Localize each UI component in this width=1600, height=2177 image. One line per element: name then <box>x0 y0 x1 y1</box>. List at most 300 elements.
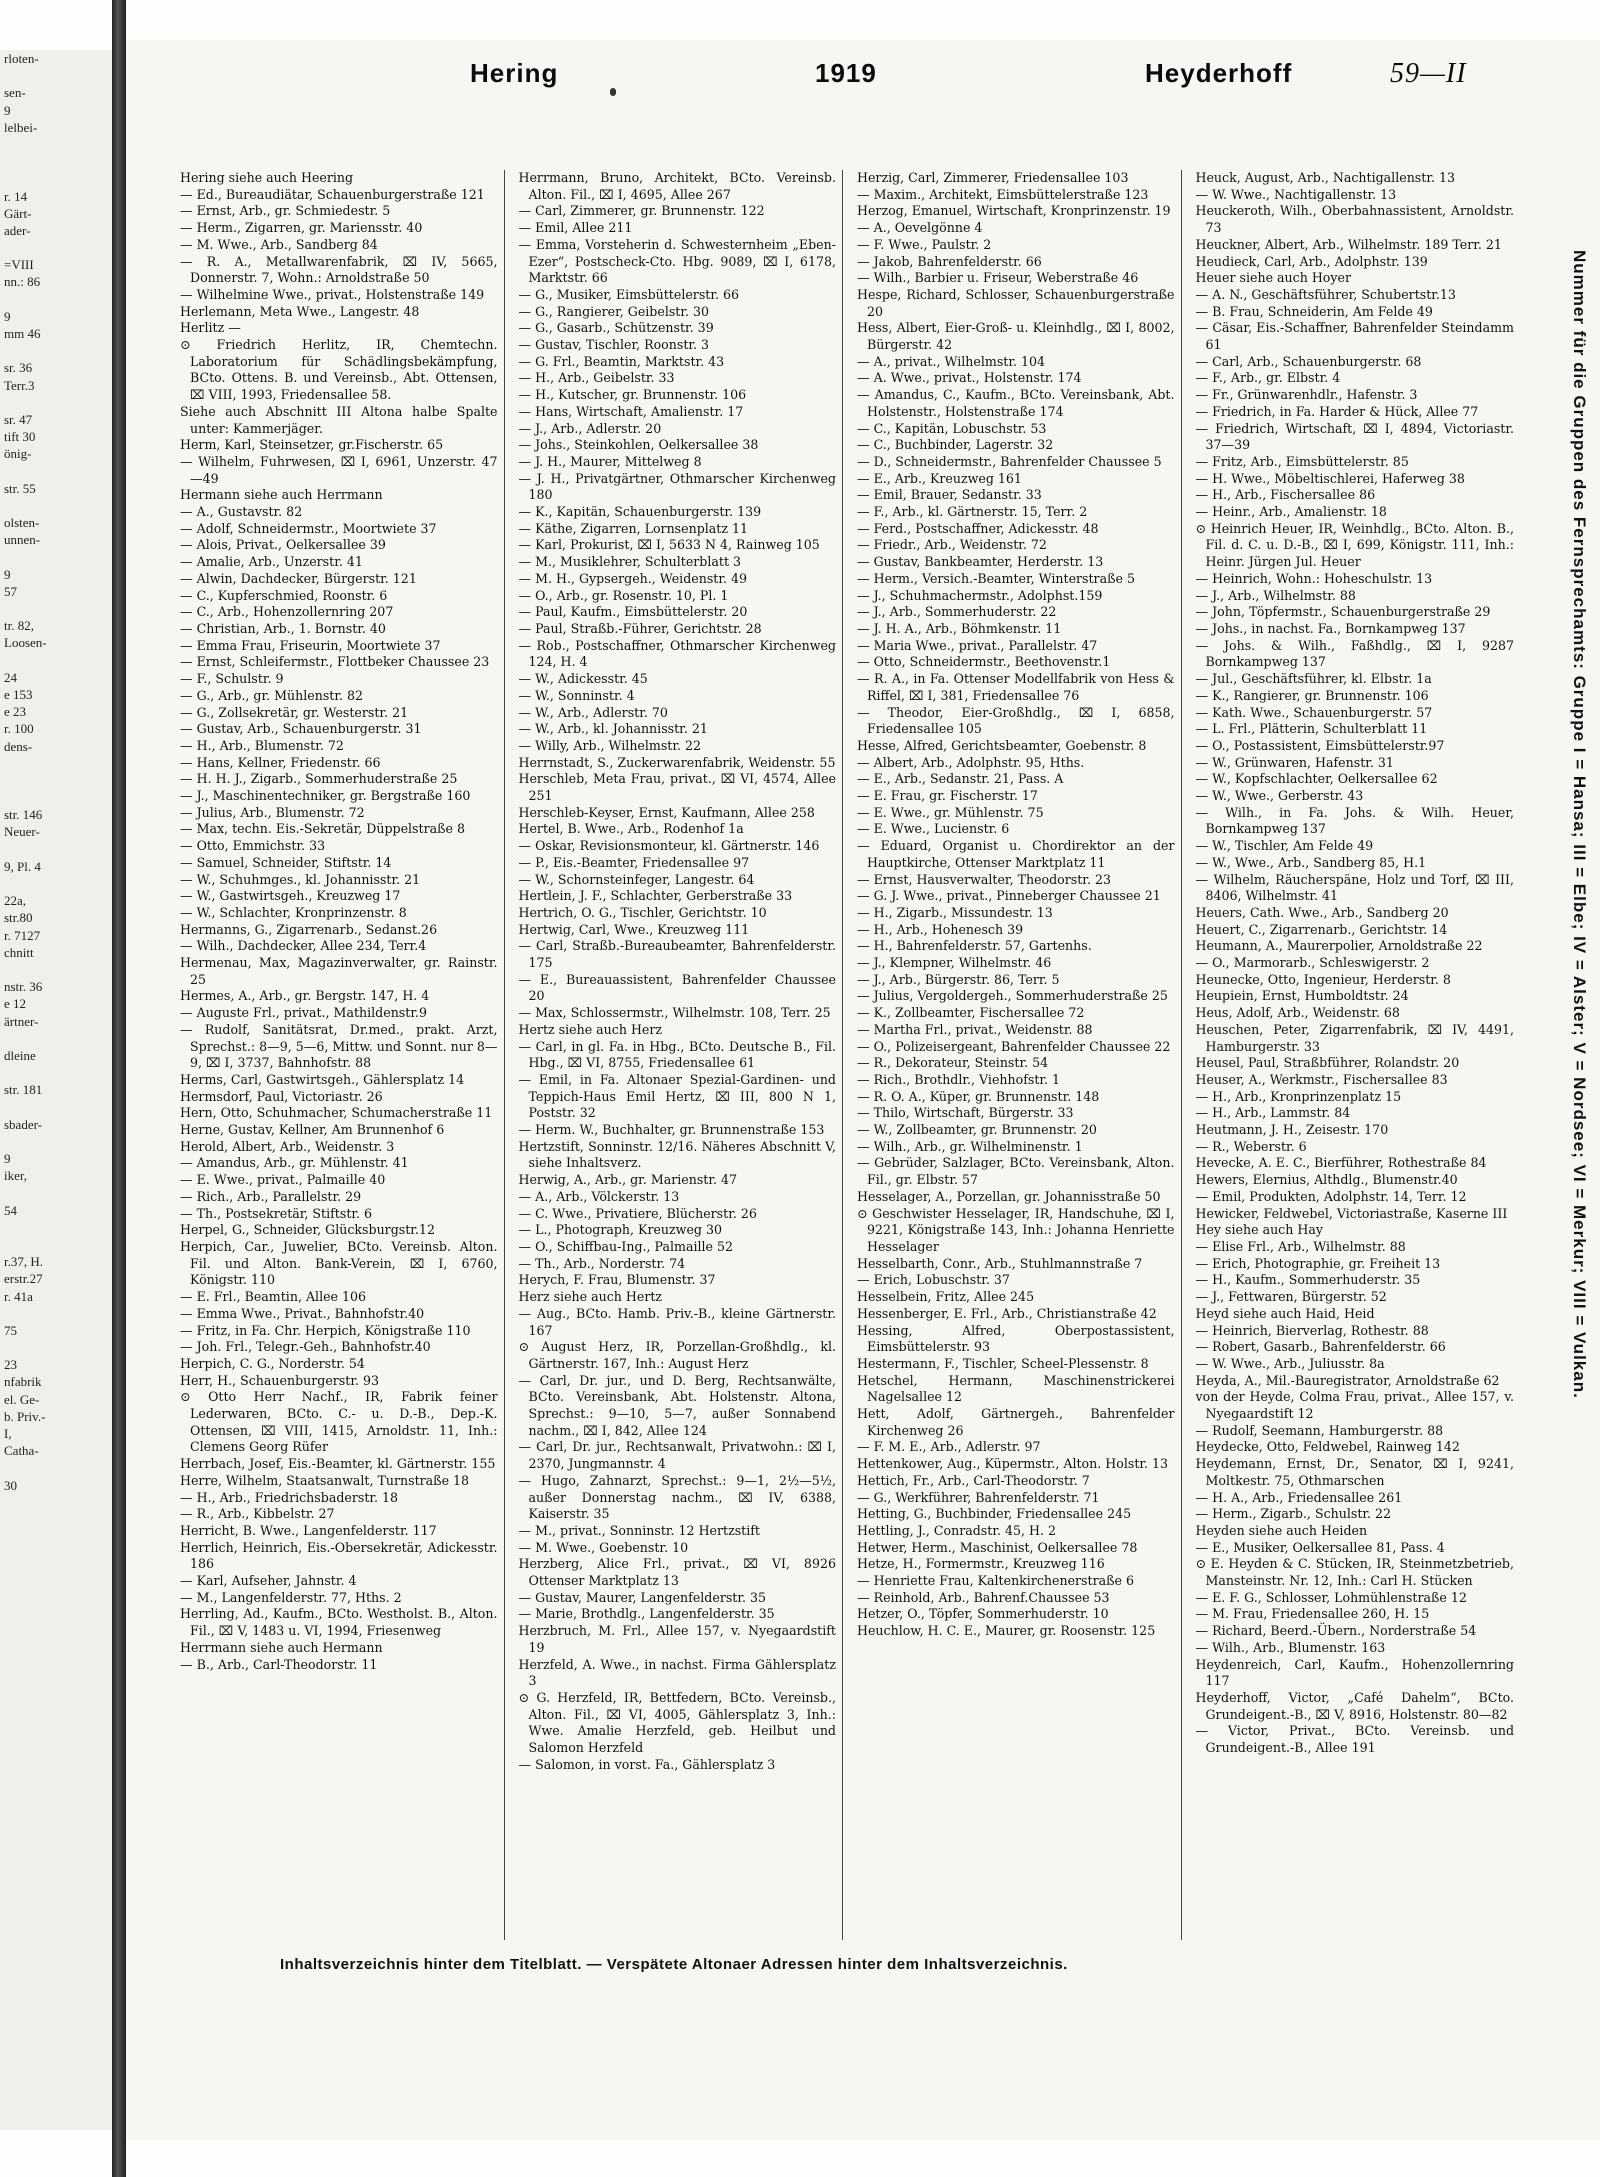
left-page-fragment <box>0 1030 112 1047</box>
left-page-fragment <box>0 463 112 480</box>
directory-entry: — Julius, Arb., Blumenstr. 72 <box>180 804 365 820</box>
directory-entry: — W., Wwe., Gerberstr. 43 <box>1195 788 1364 804</box>
directory-entry: — F., Arb., kl. Gärtnerstr. 15, Terr. 2 <box>857 504 1088 520</box>
directory-entry: Hesselbarth, Conr., Arb., Stuhlmannstraße 7 <box>857 1255 1143 1271</box>
directory-entry: Hetschel, Hermann, Maschinenstrickerei Nagelsallee 12 <box>857 1372 1175 1405</box>
directory-entry: — Albert, Arb., Adolphstr. 95, Hths. <box>857 754 1085 770</box>
left-page-fragment <box>0 772 112 789</box>
directory-entry: — W., Tischler, Am Felde 49 <box>1195 838 1374 854</box>
directory-entry: — A. N., Geschäftsführer, Schubertstr.13 <box>1195 286 1456 302</box>
directory-entry: — F. M. E., Arb., Adlerstr. 97 <box>857 1439 1041 1455</box>
directory-entry: Hermes, A., Arb., gr. Bergstr. 147, H. 4 <box>180 988 430 1004</box>
directory-entry: Herzberg, Alice Frl., privat., ⌧ VI, 8926 Ottenser Marktplatz 13 <box>518 1556 836 1589</box>
directory-entry: — E. Wwe., privat., Palmaille 40 <box>180 1172 386 1188</box>
left-page-fragment: str. 146 <box>4 807 43 823</box>
directory-entry: — Friedrich, Wirtschaft, ⌧ I, 4894, Victoriastr. 37—39 <box>1195 420 1514 453</box>
left-page-fragment: 9 <box>4 566 11 582</box>
directory-entry: ⊙ August Herz, IR, Porzellan-Großhdlg., kl. Gärtnerstr. 167, Inh.: August Herz <box>518 1339 836 1371</box>
left-page-fragment: unnen- <box>4 532 41 548</box>
left-page-fragment: el. Ge- <box>4 1391 40 1407</box>
directory-entry: — Karl, Aufseher, Jahnstr. 4 <box>180 1573 357 1589</box>
directory-entry: — J. H. A., Arb., Böhmkenstr. 11 <box>857 620 1062 636</box>
directory-entry: Herzig, Carl, Zimmerer, Friedensallee 103 <box>857 170 1129 185</box>
directory-entry: — Hugo, Zahnarzt, Sprechst.: 9—1, 2½—5½, außer Donnerstag nachm., ⌧ IV, 6388, Kaiserstr. 35 <box>518 1472 836 1522</box>
header-year: 1919 <box>815 58 877 88</box>
directory-entry: — Johs. & Wilh., Faßhdlg., ⌧ I, 9287 Bornkampweg 137 <box>1195 637 1514 670</box>
directory-entry: Herschleb, Meta Frau, privat., ⌧ VI, 4574, Allee 251 <box>518 771 836 804</box>
directory-entry: Heydecke, Otto, Feldwebel, Rainweg 142 <box>1195 1439 1460 1455</box>
directory-entry: — Fr., Grünwarenhdlr., Hafenstr. 3 <box>1195 387 1418 403</box>
left-page-fragment: tr. 82, <box>4 618 34 634</box>
directory-entry: — Wilhelm, Räucherspäne, Holz und Torf, ⌧ III, 8406, Wilhelmstr. 41 <box>1195 871 1514 904</box>
directory-entry: Heutmann, J. H., Zeisestr. 170 <box>1195 1122 1389 1138</box>
directory-entry: — B. Frau, Schneiderin, Am Felde 49 <box>1195 303 1433 319</box>
directory-entry: Siehe auch Abschnitt III Altona halbe Spalte unter: Kammerjäger. <box>180 403 498 436</box>
directory-entry: — O., Arb., gr. Rosenstr. 10, Pl. 1 <box>518 587 729 603</box>
left-page-fragment: iker, <box>4 1168 27 1184</box>
directory-entry: — B., Arb., Carl-Theodorstr. 11 <box>180 1656 378 1672</box>
directory-entry: — E. Frl., Beamtin, Allee 106 <box>180 1289 367 1305</box>
directory-entry: Hermann siehe auch Herrmann <box>180 487 383 503</box>
directory-entry: — John, Töpfermstr., Schauenburgerstraße 29 <box>1195 604 1491 620</box>
directory-entry: — Max, techn. Eis.-Sekretär, Düppelstraße 8 <box>180 821 465 837</box>
directory-entry: — Gebrüder, Salzlager, BCto. Vereinsbank, Alton. Fil., gr. Elbstr. 57 <box>857 1155 1175 1188</box>
left-page-fragment: lelbei- <box>4 119 38 135</box>
directory-entry: — R., Weberstr. 6 <box>1195 1138 1307 1154</box>
directory-entry: — W., Arb., kl. Johannisstr. 21 <box>518 721 708 737</box>
directory-entry: Herrling, Ad., Kaufm., BCto. Westholst. B., Alton. Fil., ⌧ V, 1483 u. VI, 1994, Friesenweg <box>180 1606 498 1639</box>
left-page-fragment <box>0 841 112 858</box>
directory-entry: — A., Gustavstr. 82 <box>180 504 303 520</box>
directory-entry: — Erich, Photographie, gr. Freiheit 13 <box>1195 1255 1441 1271</box>
directory-entry: Hettenkower, Aug., Küpermstr., Alton. Holstr. 13 <box>857 1456 1169 1472</box>
directory-entry: Herrlich, Heinrich, Eis.-Obersekretär, Adickesstr. 186 <box>180 1539 498 1572</box>
directory-entry: — Johs., in nachst. Fa., Bornkampweg 137 <box>1195 620 1466 636</box>
left-page-fragment: r.37, H. <box>4 1254 43 1270</box>
directory-entry: — J., Arb., Bürgerstr. 86, Terr. 5 <box>857 971 1060 987</box>
header-left-keyword: Hering <box>470 58 559 88</box>
directory-entry: — J., Klempner, Wilhelmstr. 46 <box>857 955 1052 971</box>
directory-entry: Heuschen, Peter, Zigarrenfabrik, ⌧ IV, 4491, Hamburgerstr. 33 <box>1195 1021 1514 1054</box>
left-page-fragment <box>0 961 112 978</box>
left-page-fragment <box>0 239 112 256</box>
directory-entry: — Julius, Vergoldergeh., Sommerhuderstraße 25 <box>857 988 1168 1004</box>
left-page-fragment <box>0 153 112 170</box>
directory-entry: Heydemann, Ernst, Dr., Senator, ⌧ I, 9241, Moltkestr. 75, Othmarschen <box>1195 1456 1514 1488</box>
directory-entry: — Oskar, Revisionsmonteur, kl. Gärtnerstr. 146 <box>518 838 820 854</box>
left-page-fragment: Terr.3 <box>4 377 35 393</box>
directory-entry: — Erich, Lobuschstr. 37 <box>857 1272 1010 1288</box>
directory-entry: Heuers, Cath. Wwe., Arb., Sandberg 20 <box>1195 904 1449 920</box>
left-page-fragment: 57 <box>4 583 17 599</box>
directory-entry: Hettich, Fr., Arb., Carl-Theodorstr. 7 <box>857 1472 1090 1488</box>
left-page-fragment <box>0 67 112 84</box>
directory-entry: Hessing, Alfred, Oberpostassistent, Eimsbüttelerstr. 93 <box>857 1322 1175 1355</box>
directory-entry: — H., Arb., Fischersallee 86 <box>1195 487 1376 503</box>
directory-entry: — H., Arb., Geibelstr. 33 <box>518 370 675 386</box>
directory-entry: — Auguste Frl., privat., Mathildenstr.9 <box>180 1005 427 1021</box>
directory-entry: — Rich., Arb., Parallelstr. 29 <box>180 1188 362 1204</box>
directory-entry: — M. H., Gypsergeh., Weidenstr. 49 <box>518 570 748 586</box>
directory-entry: — F. Wwe., Paulstr. 2 <box>857 236 992 252</box>
directory-entry: — Elise Frl., Arb., Wilhelmstr. 88 <box>1195 1239 1406 1254</box>
column-4 <box>1196 170 1521 1940</box>
directory-entry: — C., Buchbinder, Lagerstr. 32 <box>857 437 1054 453</box>
directory-entry: — Robert, Gasarb., Bahrenfelderstr. 66 <box>1195 1339 1446 1355</box>
directory-entry: ⊙ Geschwister Hesselager, IR, Handschuhe, ⌧ I, 9221, Königstraße 143, Inh.: Johanna Henriette Hesselager <box>857 1205 1175 1254</box>
directory-entry: — Th., Arb., Norderstr. 74 <box>518 1255 686 1271</box>
directory-entry: — H., Arb., Kronprinzenplatz 15 <box>1195 1088 1402 1104</box>
directory-entry: — Eduard, Organist u. Chordirektor an der Hauptkirche, Ottenser Marktplatz 11 <box>857 838 1175 870</box>
directory-entry: ⊙ Otto Herr Nachf., IR, Fabrik feiner Lederwaren, BCto. C.- u. D.-B., Dep.-K. Ottensen, ⌧ VIII, 1415, Arnoldstr. 11, Inh.: Clemens Georg Rüfer <box>180 1389 498 1455</box>
directory-entry: — Emma Frau, Friseurin, Moortwiete 37 <box>180 637 441 653</box>
directory-entry: Hetting, G., Buchbinder, Friedensallee 245 <box>857 1506 1132 1522</box>
directory-entry: — G., Gasarb., Schützenstr. 39 <box>518 320 714 336</box>
directory-entry: — Emil, in Fa. Altonaer Spezial-Gardinen- und Teppich-Haus Emil Hertz, ⌧ III, 800 N 1, Poststr. 32 <box>518 1071 836 1121</box>
left-page-fragment: sr. 47 <box>4 411 33 427</box>
directory-entry: — Wilh., Barbier u. Friseur, Weberstraße 46 <box>857 270 1139 286</box>
directory-entry: — R. A., Metallwarenfabrik, ⌧ IV, 5665, Donnerstr. 7, Wohn.: Arnoldstraße 50 <box>180 253 498 286</box>
directory-entry: — K., Zollbeamter, Fischersallee 72 <box>857 1005 1085 1021</box>
left-page-fragment <box>0 136 112 153</box>
directory-entry: — Wilh., in Fa. Johs. & Wilh. Heuer, Bornkampweg 137 <box>1195 804 1514 837</box>
left-page-fragment <box>0 1133 112 1150</box>
directory-entry: — W., Sonninstr. 4 <box>518 687 635 703</box>
directory-entry: — H. A., Arb., Friedensallee 261 <box>1195 1489 1403 1505</box>
directory-entry: — Marie, Brothdlg., Langenfelderstr. 35 <box>518 1606 775 1622</box>
directory-entry: — E., Arb., Sedanstr. 21, Pass. A <box>857 771 1064 787</box>
directory-entry: — Willy, Arb., Wilhelmstr. 22 <box>518 737 702 753</box>
directory-entry: — Maria Wwe., privat., Parallelstr. 47 <box>857 637 1098 653</box>
directory-entry: — Emil, Allee 211 <box>518 220 633 236</box>
directory-entry: — A. Wwe., privat., Holstenstr. 174 <box>857 370 1082 386</box>
directory-entry: Hessenberger, E. Frl., Arb., Christianstraße 42 <box>857 1305 1157 1321</box>
directory-entry: Herz siehe auch Hertz <box>518 1289 663 1305</box>
directory-entry: — R., Dekorateur, Steinstr. 54 <box>857 1055 1049 1071</box>
directory-entry: — Hans, Wirtschaft, Amalienstr. 17 <box>518 403 744 419</box>
directory-entry: — E. Wwe., gr. Mühlenstr. 75 <box>857 804 1044 820</box>
column-1 <box>180 170 505 1940</box>
left-page-fragment <box>0 170 112 187</box>
directory-entry: — L. Frl., Plätterin, Schulterblatt 11 <box>1195 721 1428 737</box>
directory-entry: — M. Frau, Friedensallee 260, H. 15 <box>1195 1606 1430 1622</box>
directory-entry: Hertwig, Carl, Wwe., Kreuzweg 111 <box>518 921 750 937</box>
directory-entry: — Paul, Straßb.-Führer, Gerichtstr. 28 <box>518 620 762 636</box>
directory-entry: ⊙ Heinrich Heuer, IR, Weinhdlg., BCto. Alton. B., Fil. d. C. u. D.-B., ⌧ I, 699, Königstr. 111, Inh.: Heinr. Jürgen Jul. Heuer <box>1195 520 1514 570</box>
left-page-fragment: Loosen- <box>4 635 47 651</box>
directory-entry: — Jakob, Bahrenfelderstr. 66 <box>857 253 1042 269</box>
directory-entry: — Gustav, Maurer, Langenfelderstr. 35 <box>518 1589 767 1605</box>
directory-entry: — Hans, Kellner, Friedenstr. 66 <box>180 754 381 770</box>
directory-entry: Herych, F. Frau, Blumenstr. 37 <box>518 1272 716 1288</box>
directory-entry: — Salomon, in vorst. Fa., Gählersplatz 3 <box>518 1756 776 1772</box>
directory-entry: — Amalie, Arb., Unzerstr. 41 <box>180 554 363 570</box>
directory-entry: — Carl, Dr. jur., und D. Berg, Rechtsanwälte, BCto. Vereinsbank, Abt. Holstenstr. Altona, Sprechst.: 9—10, 5—7, außer Sonnabend nachm., ⌧ I, 842, Allee 124 <box>518 1372 836 1438</box>
left-page-fragment <box>0 1064 112 1081</box>
left-page-fragment <box>0 1098 112 1115</box>
directory-entry: Hertel, B. Wwe., Arb., Rodenhof 1a <box>518 821 744 837</box>
directory-entry: Hestermann, F., Tischler, Scheel-Plessenstr. 8 <box>857 1355 1149 1371</box>
directory-entry: — Amandus, C., Kaufm., BCto. Vereinsbank, Abt. Holstenstr., Holstenstraße 174 <box>857 387 1175 419</box>
directory-entry: Herschleb-Keyser, Ernst, Kaufmann, Allee 258 <box>518 804 815 820</box>
directory-entry: — G., Musiker, Eimsbüttelerstr. 66 <box>518 286 740 302</box>
directory-entry: — A., Oevelgönne 4 <box>857 220 983 236</box>
left-page-fragment: 54 <box>4 1202 17 1218</box>
directory-entry: — Otto, Emmichstr. 33 <box>180 838 326 854</box>
directory-entry: Hewicker, Feldwebel, Victoriastraße, Kaserne III <box>1195 1205 1508 1221</box>
directory-entry: — A., privat., Wilhelmstr. 104 <box>857 353 1046 369</box>
page-number: 59—II <box>1390 58 1467 89</box>
directory-entry: — Th., Postsekretär, Stiftstr. 6 <box>180 1205 373 1221</box>
directory-entry: Hevecke, A. E. C., Bierführer, Rothestraße 84 <box>1195 1155 1487 1171</box>
directory-entry: — Wilh., Dachdecker, Allee 234, Terr.4 <box>180 938 427 954</box>
left-page-fragment <box>0 875 112 892</box>
directory-entry: — Herm., Zigarb., Schulstr. 22 <box>1195 1506 1392 1522</box>
column-3 <box>857 170 1182 1940</box>
page-content <box>150 0 1589 2177</box>
directory-entry: — W., Zollbeamter, gr. Brunnenstr. 20 <box>857 1122 1097 1138</box>
directory-entry: — J., Schuhmachermstr., Adolphst.159 <box>857 587 1103 603</box>
left-page-fragment: dens- <box>4 738 33 754</box>
directory-entry: — Wilh., Arb., Blumenstr. 163 <box>1195 1639 1386 1655</box>
directory-entry: Herrmann, Bruno, Architekt, BCto. Vereinsb. Alton. Fil., ⌧ I, 4695, Allee 267 <box>518 170 836 202</box>
directory-entry: — C., Kupferschmied, Roonstr. 6 <box>180 587 388 603</box>
directory-entry: Heuser, A., Werkmstr., Fischersallee 83 <box>1195 1071 1448 1087</box>
left-page-fragment: r. 7127 <box>4 927 41 943</box>
telephone-groups-legend: Nummer für die Gruppen des Fernsprechamts: Gruppe I = Hansa; III = Elbe; IV = Alster; V = Nordsee; VI = Merkur; VIII = Vulkan. <box>1570 250 1589 1399</box>
directory-entry: — H., Kutscher, gr. Brunnenstr. 106 <box>518 387 747 403</box>
directory-entry: — Friedrich, in Fa. Harder & Hück, Allee 77 <box>1195 403 1479 419</box>
left-page-fragment: r. 41a <box>4 1288 33 1304</box>
directory-entry: Herrmann siehe auch Hermann <box>180 1639 383 1655</box>
directory-entry: — F., Schulstr. 9 <box>180 671 284 687</box>
directory-entry: — Herm., Zigarren, gr. Mariensstr. 40 <box>180 220 423 236</box>
directory-entry: — Reinhold, Arb., Bahrenf.Chaussee 53 <box>857 1589 1110 1605</box>
column-2 <box>519 170 844 1940</box>
directory-entry: — J. H., Maurer, Mittelweg 8 <box>518 453 702 469</box>
directory-entry: Hertlein, J. F., Schlachter, Gerberstraße 33 <box>518 888 793 904</box>
left-page-fragment <box>0 394 112 411</box>
directory-entry: — W. Wwe., Nachtigallenstr. 13 <box>1195 186 1397 202</box>
directory-entry: — Adolf, Schneidermstr., Moortwiete 37 <box>180 520 437 536</box>
directory-entry: — Carl, Zimmerer, gr. Brunnenstr. 122 <box>518 203 765 219</box>
directory-entry: — Emil, Brauer, Sedanstr. 33 <box>857 487 1042 503</box>
directory-entry: ⊙ Friedrich Herlitz, IR, Chemtechn. Laboratorium für Schädlingsbekämpfung, BCto. Ottens. B. und Vereinsb., Abt. Ottensen, ⌧ VIII, 1993, Friedensallee 58. <box>180 337 498 403</box>
directory-entry: — Victor, Privat., BCto. Vereinsb. und Grundeigent.-B., Allee 191 <box>1195 1723 1514 1756</box>
left-page-fragment: 9, Pl. 4 <box>4 858 41 874</box>
directory-entry: — Richard, Beerd.-Übern., Norderstraße 54 <box>1195 1623 1477 1639</box>
directory-entry: Hespe, Richard, Schlosser, Schauenburgerstraße 20 <box>857 286 1175 319</box>
directory-entry: — W., Schlachter, Kronprinzenstr. 8 <box>180 904 407 920</box>
directory-entry: — G., Arb., gr. Mühlenstr. 82 <box>180 687 364 703</box>
left-page-fragment: I, <box>4 1426 12 1441</box>
directory-entry: — M., privat., Sonninstr. 12 Hertzstift <box>518 1522 760 1538</box>
directory-entry: — Jul., Geschäftsführer, kl. Elbstr. 1a <box>1195 671 1432 687</box>
directory-entry: — G. Frl., Beamtin, Marktstr. 43 <box>518 353 725 369</box>
directory-entry: — W., Kopfschlachter, Oelkersallee 62 <box>1195 771 1438 787</box>
directory-entry: Hewers, Elernius, Althdlg., Blumenstr.40 <box>1195 1172 1458 1188</box>
left-page-fragment <box>0 497 112 514</box>
directory-entry: — R., Arb., Kibbelstr. 27 <box>180 1506 335 1522</box>
directory-entry: von der Heyde, Colma Frau, privat., Allee 157, v. Nyegaardstift 12 <box>1195 1389 1514 1422</box>
directory-entry: — Joh. Frl., Telegr.-Geh., Bahnhofstr.40 <box>180 1339 431 1355</box>
directory-entry: — E. F. G., Schlosser, Lohmühlenstraße 12 <box>1195 1589 1467 1605</box>
directory-entry: Heusel, Paul, Straßbführer, Rolandstr. 20 <box>1195 1055 1460 1071</box>
directory-entry: — Alois, Privat., Oelkersallee 39 <box>180 537 386 553</box>
left-page-fragment: Gärt- <box>4 205 32 221</box>
directory-entry: Hesselager, A., Porzellan, gr. Johannisstraße 50 <box>857 1188 1161 1204</box>
directory-entry: Hertz siehe auch Herz <box>518 1021 663 1037</box>
directory-entry: Herlitz — <box>180 320 241 336</box>
directory-entry: Hetzer, O., Töpfer, Sommerhuderstr. 10 <box>857 1606 1109 1622</box>
directory-entry: Heupiein, Ernst, Humboldtstr. 24 <box>1195 988 1409 1004</box>
left-page-fragment <box>0 548 112 565</box>
directory-entry: — Emil, Produkten, Adolphstr. 14, Terr. 12 <box>1195 1188 1467 1204</box>
directory-entry: — H. H. J., Zigarb., Sommerhuderstraße 25 <box>180 771 458 787</box>
left-page-fragment <box>0 789 112 806</box>
directory-entry: Herricht, B. Wwe., Langenfelderstr. 117 <box>180 1522 437 1538</box>
directory-entry: Heyden siehe auch Heiden <box>1195 1522 1368 1538</box>
directory-entry: Hering siehe auch Heering <box>180 170 354 185</box>
directory-entry: — G., Zollsekretär, gr. Westerstr. 21 <box>180 704 409 720</box>
directory-entry: — Aug., BCto. Hamb. Priv.-B., kleine Gärtnerstr. 167 <box>518 1305 836 1338</box>
directory-entry: Hett, Adolf, Gärtnergeh., Bahrenfelder Kirchenweg 26 <box>857 1406 1175 1438</box>
directory-entry: — Paul, Kaufm., Eimsbüttelerstr. 20 <box>518 604 748 620</box>
directory-entry: Herrbach, Josef, Eis.-Beamter, kl. Gärtnerstr. 155 <box>180 1456 496 1472</box>
directory-entry: — M. Wwe., Goebenstr. 10 <box>518 1539 689 1555</box>
directory-entry: Heuer siehe auch Hoyer <box>1195 270 1351 286</box>
directory-entry: Hess, Albert, Eier-Groß- u. Kleinhdlg., ⌧ I, 8002, Bürgerstr. 42 <box>857 320 1175 353</box>
directory-entry: Heuck, August, Arb., Nachtigallenstr. 13 <box>1195 170 1455 185</box>
directory-entry: — Wilhelmine Wwe., privat., Holstenstraße 149 <box>180 286 485 302</box>
left-page-fragment <box>0 342 112 359</box>
directory-entry: — Henriette Frau, Kaltenkirchenerstraße 6 <box>857 1573 1134 1589</box>
directory-entry: — H., Arb., Blumenstr. 72 <box>180 737 344 753</box>
left-page-fragment: 9 <box>4 102 11 118</box>
directory-entry: — E., Arb., Kreuzweg 161 <box>857 470 1022 486</box>
directory-entry: — Max, Schlossermstr., Wilhelmstr. 108, Terr. 25 <box>518 1005 831 1021</box>
directory-entry: — Theodor, Eier-Großhdlg., ⌧ I, 6858, Friedensallee 105 <box>857 704 1175 737</box>
directory-entry: — R. O. A., Küper, gr. Brunnenstr. 148 <box>857 1088 1100 1104</box>
left-page-fragment: e 153 <box>4 686 33 702</box>
directory-entry: Heudieck, Carl, Arb., Adolphstr. 139 <box>1195 253 1428 269</box>
directory-entry: — O., Schiffbau-Ing., Palmaille 52 <box>518 1239 734 1254</box>
directory-entry: — Ernst, Arb., gr. Schmiedestr. 5 <box>180 203 391 219</box>
directory-entry: — E. Wwe., Lucienstr. 6 <box>857 821 1010 837</box>
left-page-fragment: b. Priv.- <box>4 1408 46 1424</box>
directory-entry: — Herm. W., Buchhalter, gr. Brunnenstraße 153 <box>518 1122 825 1138</box>
left-page-fragment: 9 <box>4 308 11 324</box>
left-page-fragment: dleine <box>4 1047 36 1063</box>
left-page-fragment: 24 <box>4 669 17 685</box>
directory-entry: Hermsdorf, Paul, Victoriastr. 26 <box>180 1088 383 1104</box>
directory-entry: — W., Schornsteinfeger, Langestr. 64 <box>518 871 755 887</box>
directory-entry: — O., Marmorarb., Schleswigerstr. 2 <box>1195 955 1430 971</box>
directory-entry: — Carl, in gl. Fa. in Hbg., BCto. Deutsche B., Fil. Hbg., ⌧ VI, 8755, Friedensallee 61 <box>518 1038 836 1071</box>
left-page-fragment <box>0 1219 112 1236</box>
directory-entry: Heuert, C., Zigarrenarb., Gerichtstr. 14 <box>1195 921 1448 937</box>
directory-entry: — H., Arb., Lammstr. 84 <box>1195 1105 1351 1121</box>
left-page-fragment: nstr. 36 <box>4 979 43 995</box>
directory-entry: — J. H., Privatgärtner, Othmarscher Kirchenweg 180 <box>518 470 836 503</box>
left-page-fragment: str. 181 <box>4 1082 43 1098</box>
left-page-fragment: ader- <box>4 222 31 238</box>
directory-entry: — J., Fettwaren, Bürgerstr. 52 <box>1195 1289 1387 1305</box>
left-page-fragment: Catha- <box>4 1443 39 1459</box>
directory-entry: — Emma, Vorsteherin d. Schwesternheim „Eben-Ezer“, Postscheck-Cto. Hbg. 9089, ⌧ I, 6178, Marktstr. 66 <box>518 236 836 286</box>
directory-entry: — Otto, Schneidermstr., Beethovenstr.1 <box>857 654 1111 670</box>
left-page-fragment: ärtner- <box>4 1013 39 1029</box>
directory-entry: — K., Kapitän, Schauenburgerstr. 139 <box>518 504 762 520</box>
directory-entry: — E., Bureauassistent, Bahrenfelder Chaussee 20 <box>518 971 836 1004</box>
directory-entry: — O., Polizeisergeant, Bahrenfelder Chaussee 22 <box>857 1038 1171 1054</box>
directory-entry: — Martha Frl., privat., Weidenstr. 88 <box>857 1021 1093 1037</box>
directory-entry: — Emma Wwe., Privat., Bahnhofstr.40 <box>180 1305 425 1321</box>
left-page-fragment <box>0 600 112 617</box>
directory-entry: Herwig, A., Arb., gr. Marienstr. 47 <box>518 1172 738 1188</box>
left-page-fragment <box>0 1184 112 1201</box>
directory-entry: — O., Postassistent, Eimsbüttelerstr.97 <box>1195 737 1445 753</box>
left-page-fragment: 75 <box>4 1322 17 1338</box>
page-footer: Inhaltsverzeichnis hinter dem Titelblatt. — Verspätete Altonaer Adressen hinter dem Inhaltsverzeichnis. <box>280 1956 1068 1973</box>
directory-entry: — K., Rangierer, gr. Brunnenstr. 106 <box>1195 687 1429 703</box>
directory-entry: ⊙ E. Heyden & C. Stücken, IR, Steinmetzbetrieb, Mansteinstr. Nr. 12, Inh.: Carl H. Stücken <box>1195 1556 1514 1589</box>
directory-entry: Hertrich, O. G., Tischler, Gerichtstr. 10 <box>518 904 767 920</box>
directory-entry: Hern, Otto, Schuhmacher, Schumacherstraße 11 <box>180 1105 493 1121</box>
left-page-fragment <box>0 1339 112 1356</box>
directory-entry: — Karl, Prokurist, ⌧ I, 5633 N 4, Rainweg 105 <box>518 537 820 553</box>
left-page-fragment: önig- <box>4 446 32 462</box>
directory-entry: — Alwin, Dachdecker, Bürgerstr. 121 <box>180 570 417 586</box>
directory-entry: — D., Schneidermstr., Bahrenfelder Chaussee 5 <box>857 453 1162 469</box>
directory-entry: Herold, Albert, Arb., Weidenstr. 3 <box>180 1138 395 1154</box>
directory-entry: — F., Arb., gr. Elbstr. 4 <box>1195 370 1341 386</box>
directory-columns <box>180 170 1520 1940</box>
directory-entry: — Carl, Arb., Schauenburgerstr. 68 <box>1195 353 1422 369</box>
directory-entry: Hesse, Alfred, Gerichtsbeamter, Goebenstr. 8 <box>857 737 1147 753</box>
directory-entry: — W., Gastwirtsgeh., Kreuzweg 17 <box>180 888 401 904</box>
directory-entry: — Johs., Steinkohlen, Oelkersallee 38 <box>518 437 759 453</box>
directory-entry: Herzbruch, M. Frl., Allee 157, v. Nyegaardstift 19 <box>518 1623 836 1655</box>
left-page-fragment: =VIII <box>4 257 34 273</box>
directory-entry: Heyderhoff, Victor, „Café Dahelm“, BCto. Grundeigent.-B., ⌧ V, 8916, Holstenstr. 80—82 <box>1195 1689 1514 1722</box>
directory-entry: Heuckner, Albert, Arb., Wilhelmstr. 189 Terr. 21 <box>1195 236 1502 252</box>
directory-entry: — W., Arb., Adlerstr. 70 <box>518 704 668 720</box>
directory-entry: — Ernst, Schleifermstr., Flottbeker Chaussee 23 <box>180 654 490 670</box>
directory-entry: — Kath. Wwe., Schauenburgerstr. 57 <box>1195 704 1433 720</box>
directory-entry: — Heinrich, Wohn.: Hoheschulstr. 13 <box>1195 570 1433 586</box>
directory-entry: — W., Grünwaren, Hafenstr. 31 <box>1195 754 1394 770</box>
directory-entry: — Heinr., Arb., Amalienstr. 18 <box>1195 504 1387 520</box>
directory-entry: — W., Wwe., Arb., Sandberg 85, H.1 <box>1195 854 1427 870</box>
directory-entry: — J., Arb., Wilhelmstr. 88 <box>1195 587 1356 603</box>
directory-entry: — Wilh., Arb., gr. Wilhelminenstr. 1 <box>857 1138 1083 1154</box>
left-page-fragment: sr. 36 <box>4 360 33 376</box>
directory-entry: — Rich., Brothdlr., Viehhofstr. 1 <box>857 1071 1061 1087</box>
left-page-fragment: Neuer- <box>4 824 40 840</box>
directory-entry: Heyda, A., Mil.-Bauregistrator, Arnoldstraße 62 <box>1195 1372 1500 1388</box>
directory-entry: Herzog, Emanuel, Wirtschaft, Kronprinzenstr. 19 <box>857 203 1171 219</box>
left-page-fragment <box>0 652 112 669</box>
directory-entry: — Fritz, in Fa. Chr. Herpich, Königstraße 110 <box>180 1322 471 1338</box>
directory-entry: — H. Wwe., Möbeltischlerei, Haferweg 38 <box>1195 470 1465 486</box>
left-page-fragment: erstr.27 <box>4 1271 43 1287</box>
directory-entry: Herpel, G., Schneider, Glücksburgstr.12 <box>180 1222 435 1238</box>
left-page-fragment: e 12 <box>4 996 27 1012</box>
directory-entry: Heunecke, Otto, Ingenieur, Herderstr. 8 <box>1195 971 1451 987</box>
directory-entry: — E., Musiker, Oelkersallee 81, Pass. 4 <box>1195 1539 1445 1555</box>
directory-entry: — Fritz, Arb., Eimsbüttelerstr. 85 <box>1195 453 1409 469</box>
